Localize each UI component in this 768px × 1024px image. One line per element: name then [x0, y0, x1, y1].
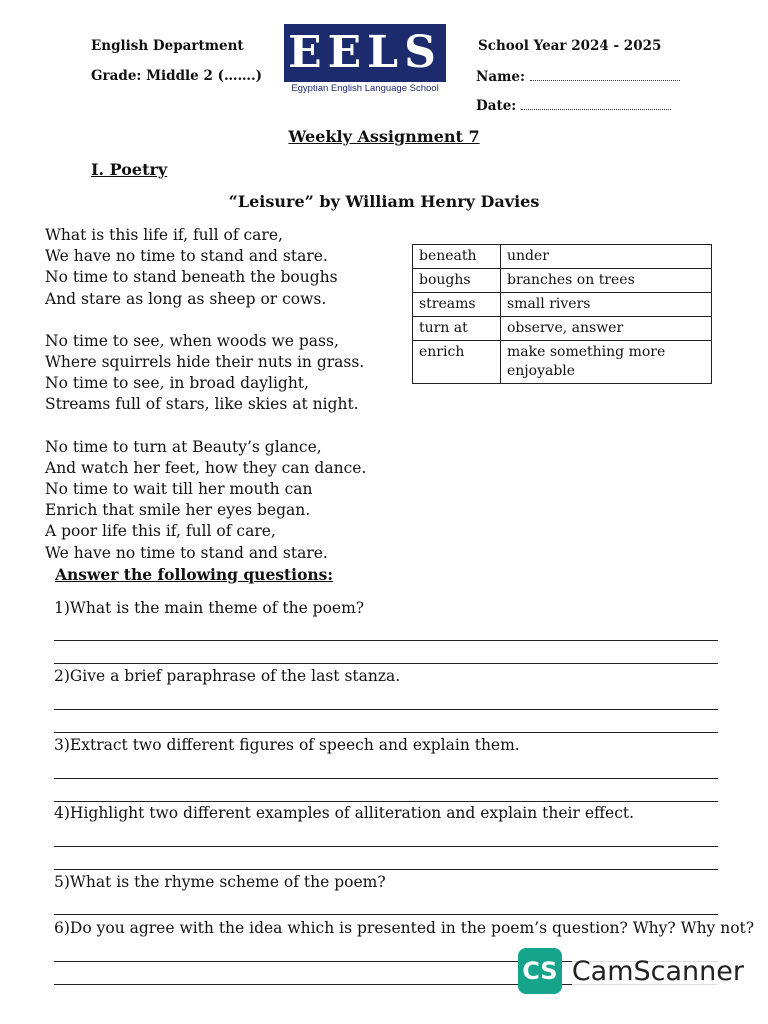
poem-line: We have no time to stand and stare.	[45, 247, 328, 266]
question-6	[54, 919, 754, 937]
answer-line[interactable]	[54, 846, 718, 847]
camscanner-label: CamScanner	[571, 955, 744, 987]
camscanner-icon: CS	[518, 948, 562, 994]
poem-body	[45, 225, 366, 564]
vocab-word: streams	[413, 293, 501, 317]
poem-line: No time to stand beneath the boughs	[45, 268, 338, 287]
question-text: Give a brief paraphrase of the last stanza.	[69, 667, 401, 685]
question-text: What is the rhyme scheme of the poem?	[69, 873, 386, 891]
name-field[interactable]	[476, 68, 680, 85]
answer-line[interactable]	[54, 914, 718, 915]
poem-line: What is this life if, full of care,	[45, 226, 283, 244]
table-row	[413, 269, 712, 293]
answer-line[interactable]	[54, 801, 718, 802]
poem-stanza	[45, 225, 366, 310]
question-number: 4)	[54, 804, 70, 822]
question-number: 5)	[54, 873, 70, 891]
vocab-meaning: small rivers	[501, 293, 712, 317]
poem-line: Enrich that smile her eyes began.	[45, 501, 311, 520]
table-row	[413, 245, 712, 269]
poem-stanza	[45, 331, 366, 416]
poem-title: “Leisure” by William Henry Davies	[228, 192, 540, 211]
answer-line[interactable]	[54, 640, 718, 641]
poem-line: And stare as long as sheep or cows.	[45, 289, 327, 308]
poem-line: No time to wait till her mouth can	[45, 480, 313, 499]
vocab-word: beneath	[413, 245, 501, 269]
question-number: 3)	[54, 736, 70, 754]
answer-line[interactable]	[54, 663, 718, 664]
question-text: What is the main theme of the poem?	[69, 599, 365, 617]
table-row	[413, 341, 712, 384]
camscanner-watermark	[518, 946, 744, 996]
table-row	[413, 317, 712, 341]
question-number: 2)	[54, 667, 70, 685]
poem-line: Where squirrels hide their nuts in grass.	[45, 353, 365, 372]
vocab-word: turn at	[413, 317, 501, 341]
name-label: Name:	[476, 69, 525, 85]
instructions-heading: Answer the following questions:	[55, 565, 334, 584]
section-heading: I. Poetry	[91, 160, 168, 179]
department-label: English Department	[91, 38, 244, 54]
answer-line[interactable]	[54, 778, 718, 779]
vocab-meaning: under	[501, 245, 712, 269]
vocab-word: enrich	[413, 341, 501, 384]
logo-emblem	[284, 24, 446, 82]
grade-label: Grade: Middle 2 (…….)	[91, 68, 263, 84]
school-year-label: School Year 2024 - 2025	[478, 38, 662, 54]
vocab-meaning: observe, answer	[501, 317, 712, 341]
page-title: Weekly Assignment 7	[288, 127, 480, 146]
poem-line: No time to turn at Beauty’s glance,	[45, 437, 322, 456]
vocab-meaning: branches on trees	[501, 269, 712, 293]
answer-line[interactable]	[54, 709, 718, 710]
poem-line: A poor life this if, full of care,	[45, 522, 276, 541]
table-row	[413, 293, 712, 317]
question-text: Highlight two different examples of alliteration and explain their effect.	[69, 804, 635, 822]
question-4	[54, 804, 634, 822]
date-blank[interactable]	[521, 97, 671, 110]
question-3	[54, 736, 520, 754]
poem-line: Streams full of stars, like skies at night.	[45, 395, 359, 414]
question-text: Do you agree with the idea which is presented in the poem’s question? Why? Why not?	[69, 919, 755, 937]
poem-line: And watch her feet, how they can dance.	[45, 458, 367, 477]
date-label: Date:	[476, 98, 517, 114]
question-text: Extract two different figures of speech and explain them.	[69, 736, 520, 754]
question-5	[54, 873, 386, 891]
name-blank[interactable]	[530, 68, 680, 81]
vocab-word: boughs	[413, 269, 501, 293]
vocabulary-table	[412, 244, 712, 384]
poem-line: We have no time to stand and stare.	[45, 543, 328, 562]
logo-letters: EELS	[288, 27, 442, 78]
school-logo	[284, 24, 446, 95]
poem-stanza	[45, 437, 366, 564]
question-2	[54, 667, 400, 685]
vocab-meaning: make something more enjoyable	[501, 341, 712, 384]
date-field[interactable]	[476, 97, 671, 114]
poem-line: No time to see, in broad daylight,	[45, 374, 309, 393]
question-number: 6)	[54, 919, 70, 937]
logo-subtitle: Egyptian English Language School	[291, 83, 439, 94]
answer-line[interactable]	[54, 869, 718, 870]
question-number: 1)	[54, 599, 70, 617]
poem-line: No time to see, when woods we pass,	[45, 331, 339, 350]
answer-line[interactable]	[54, 732, 718, 733]
question-1	[54, 599, 364, 617]
